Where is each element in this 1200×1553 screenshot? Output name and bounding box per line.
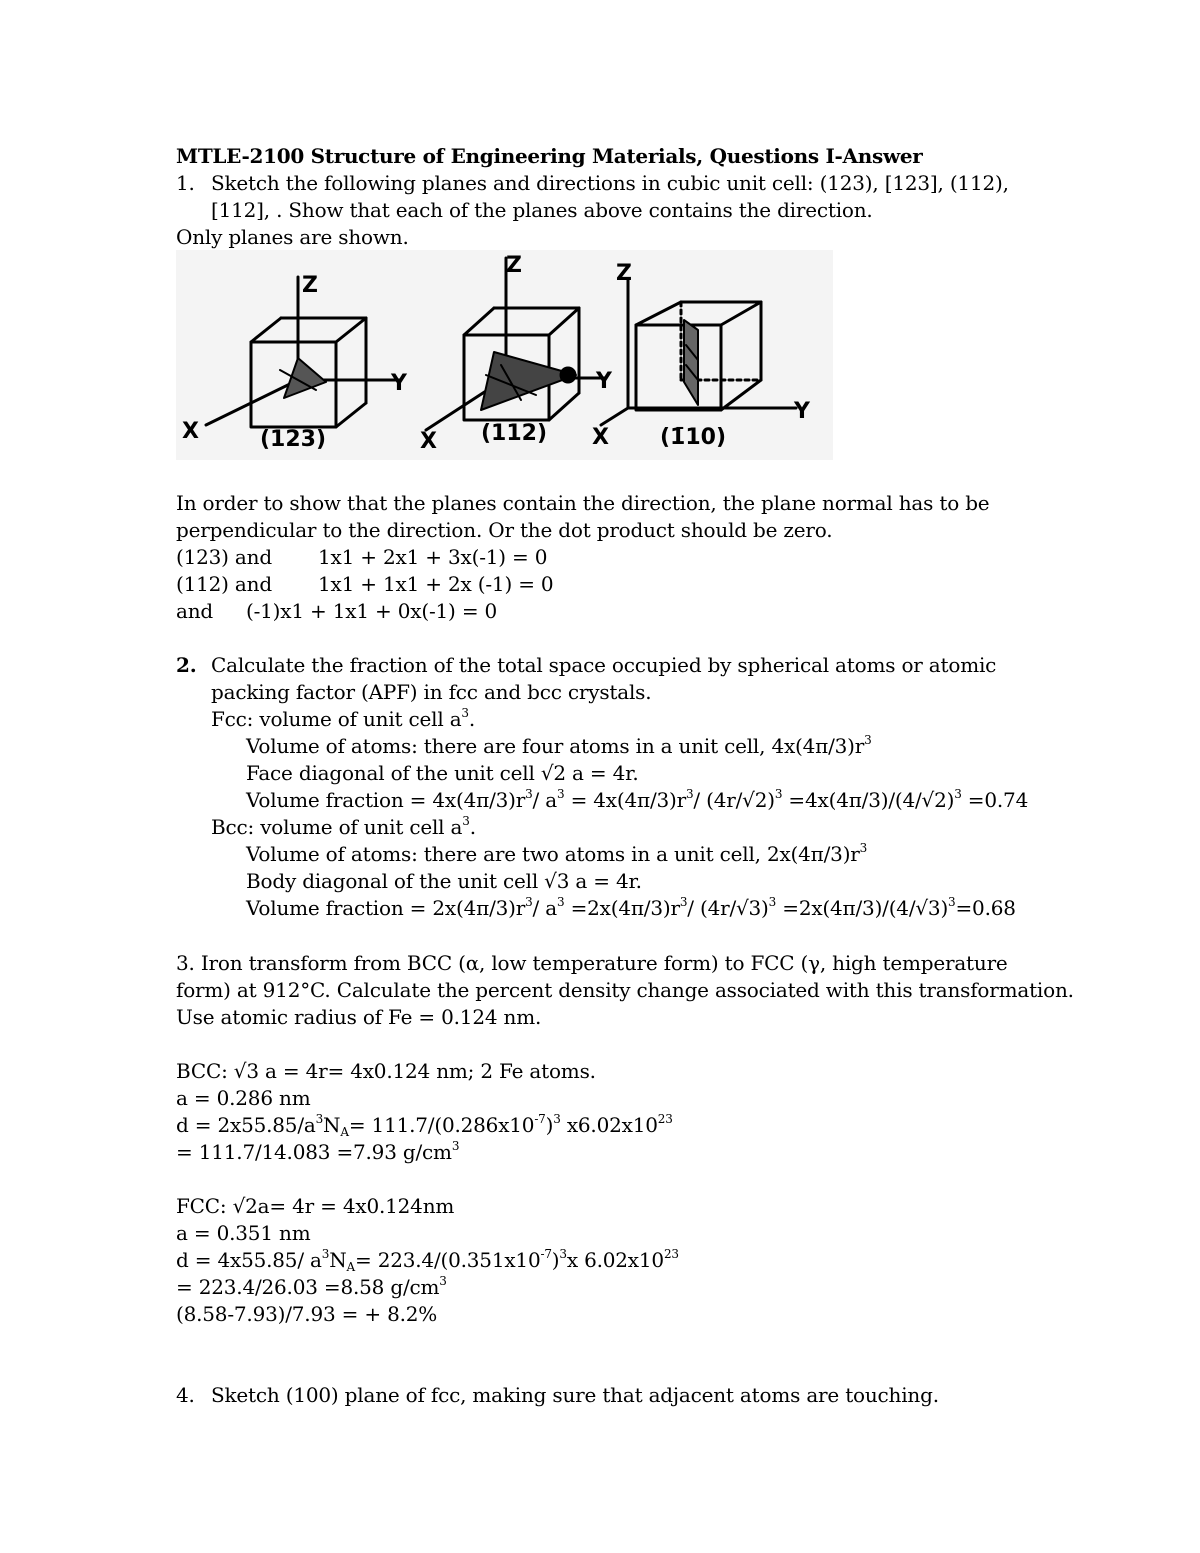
q1-row2-left: (112) and bbox=[176, 572, 272, 596]
q3-line3: Use atomic radius of Fe = 0.124 nm. bbox=[176, 1005, 542, 1029]
q2-fcc-diag: Face diagonal of the unit cell √2 a = 4r. bbox=[246, 761, 639, 785]
axis-z-2: Z bbox=[506, 253, 522, 278]
q3-bcc4: = 111.7/14.083 =7.93 $g/cm^3$ bbox=[176, 1139, 460, 1164]
q3-bcc3: $d = 2x55.85/a^3N_A= 111.7/(0.286x10^{-7})^3$ $x6.02x10^{23}$ bbox=[176, 1112, 673, 1139]
label-110: (1̄10) bbox=[660, 425, 727, 450]
q1-row3-right: (-1)x1 + 1x1 + 0x(-1) = 0 bbox=[246, 599, 498, 623]
axis-x-3: X bbox=[592, 425, 609, 450]
axis-y-1: Y bbox=[391, 371, 407, 396]
q3-result: (8.58-7.93)/7.93 = + 8.2% bbox=[176, 1302, 438, 1326]
axis-x-1: X bbox=[182, 419, 199, 444]
axis-z-1: Z bbox=[302, 273, 318, 298]
label-112: (112) bbox=[481, 421, 548, 446]
axis-z-3: Z bbox=[616, 261, 632, 286]
q1-row1-left: (123) and bbox=[176, 545, 272, 569]
q3-fcc4: = 223.4/26.03 =8.58 $g/cm^3$ bbox=[176, 1274, 447, 1299]
q3-bcc2: a = 0.286 nm bbox=[176, 1086, 311, 1110]
q2-line2: packing factor (APF) in fcc and bcc crystals. bbox=[211, 680, 652, 704]
q2-fcc-frac: Volume fraction = $4x(4\pi/3)r^3/$ $a^3 = 4x(4\pi/3)r^3/$ $(4r/√2)^3 =4x(4\pi/3)/(4/√2)^3 =0.74$ bbox=[246, 787, 1029, 812]
q1-row3-left: and bbox=[176, 599, 214, 623]
q1-note: Only planes are shown. bbox=[176, 225, 409, 249]
q3-bcc1: BCC: √3 a = 4r= 4x0.124 nm; 2 Fe atoms. bbox=[176, 1059, 596, 1083]
q2-bcc-head: Bcc: volume of unit cell $a^3$. bbox=[211, 814, 476, 839]
q1-line2: [112], . Show that each of the planes above contains the direction. bbox=[211, 198, 873, 222]
axis-y-3: Y bbox=[794, 399, 810, 424]
q3-line2: form) at 912°C. Calculate the percent density change associated with this transformation. bbox=[176, 978, 1074, 1002]
q1-row2-right: 1x1 + 1x1 + 2x (-1) = 0 bbox=[318, 572, 554, 596]
q2-line1: Calculate the fraction of the total space occupied by spherical atoms or atomic bbox=[211, 653, 997, 677]
q2-fcc-head: Fcc: volume of unit cell $a^3$. bbox=[211, 706, 476, 731]
q4-number: 4. bbox=[176, 1383, 195, 1407]
q3-fcc2: a = 0.351 nm bbox=[176, 1221, 311, 1245]
label-123: (123) bbox=[260, 427, 327, 452]
q2-number: 2. bbox=[176, 653, 197, 677]
cube-123 bbox=[206, 277, 401, 427]
q4-text: Sketch (100) plane of fcc, making sure that adjacent atoms are touching. bbox=[211, 1383, 939, 1407]
page-title: MTLE-2100 Structure of Engineering Materials, Questions I-Answer bbox=[176, 144, 923, 168]
q2-bcc-diag: Body diagonal of the unit cell √3 a = 4r. bbox=[246, 869, 642, 893]
axis-x-2: X bbox=[420, 429, 437, 454]
q1-line1: Sketch the following planes and directions in cubic unit cell: (123), [123], (112), bbox=[211, 171, 1009, 195]
q3-fcc3: d = 4x55.85/ $a^3N_A= 223.4/(0.351x10^{-7})^3x$ $6.02x10^{23}$ bbox=[176, 1247, 679, 1274]
q2-fcc-atoms: Volume of atoms: there are four atoms in a unit cell, $4x(4\pi/3)r^3$ bbox=[246, 733, 872, 758]
q2-bcc-atoms: Volume of atoms: there are two atoms in a unit cell, $2x(4\pi/3)r^3$ bbox=[246, 841, 868, 866]
q1-row1-right: 1x1 + 2x1 + 3x(-1) = 0 bbox=[318, 545, 548, 569]
planes-sketch bbox=[176, 250, 833, 460]
q1-explain1: In order to show that the planes contain the direction, the plane normal has to be bbox=[176, 491, 990, 515]
q2-bcc-frac: Volume fraction = $2x(4\pi/3)r^3/$ $a^3 =2x(4\pi/3)r^3/$ $(4r/√3)^3 =2x(4\pi/3)/(4/√3)^3=0.68$ bbox=[246, 895, 1016, 920]
q1-number: 1. bbox=[176, 171, 195, 195]
q3-line1: 3. Iron transform from BCC (α, low temperature form) to FCC (γ, high temperature bbox=[176, 951, 1008, 975]
axis-y-2: Y bbox=[596, 369, 612, 394]
q1-explain2: perpendicular to the direction. Or the dot product should be zero. bbox=[176, 518, 833, 542]
q3-fcc1: FCC: √2a= 4r = 4x0.124nm bbox=[176, 1194, 455, 1218]
cube-112 bbox=[426, 258, 606, 430]
cube-110 bbox=[601, 280, 796, 425]
